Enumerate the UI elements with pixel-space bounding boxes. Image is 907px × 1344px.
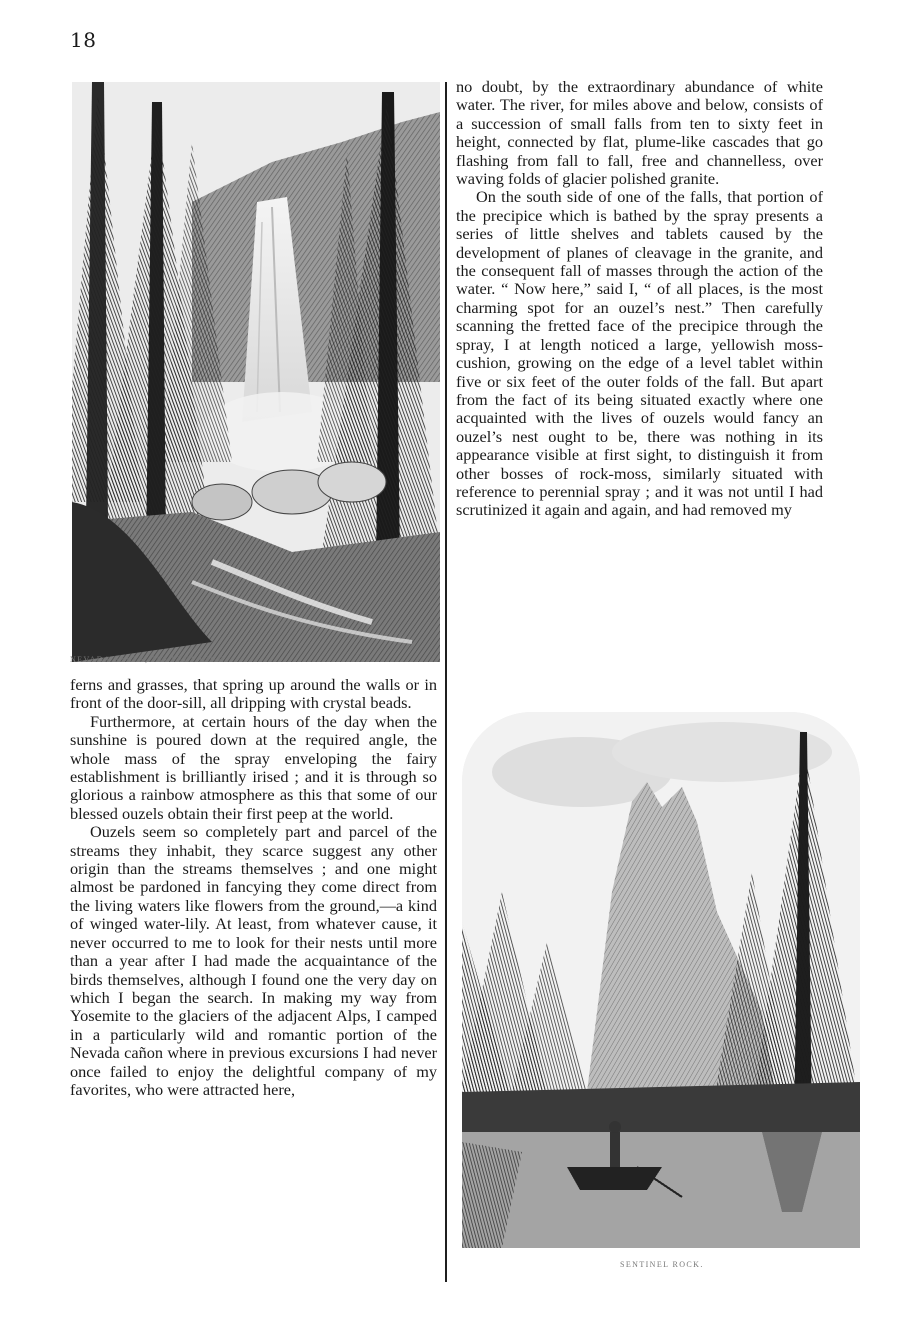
paragraph: On the south side of one of the falls, that portion of the precipice which is bathed by the spray presents a series of little shelves and tablets caused by the development of planes of cleavage in the granite, and the consequent fall of masses through the action of the water. “ Now here,” said I, “ of all places, is the most charming spot for an ouzel’s nest.” Then carefully scanning the fretted face of the precipice through the spray, I at length noticed a large, yellowish moss-cushion, growing on the edge of a level tablet within five or six feet of the outer folds of the fall. But apart from the fact of its being situated exactly where one acquainted with the lives of ouzels would fancy an ouzel’s nest ought to be, there was nothing in its appearance visible at first sight, to distinguish it from other bosses of rock-moss, similarly situated with reference to perennial spray ; and it was not until I had scrutinized it again and again, and had removed my	[456, 187, 823, 520]
sentinel-rock-illustration	[462, 712, 860, 1248]
paragraph: Furthermore, at certain hours of the day when the sunshine is poured down at the required angle, the whole mass of the spray enveloping the fairy establishment is brilliantly irised ; and it is through so glorious a rainbow atmosphere as this that some of our blessed ouzels obtain their first peep at the world.	[70, 711, 437, 823]
right-column-text	[456, 78, 823, 520]
paragraph: Ouzels seem so completely part and parcel of the streams they inhabit, they scarce suggest any other origin than the streams themselves ; and one might almost be pardoned in fancying they come direct from the living waters like flowers from the ground,—a kind of winged water-lily. At least, from whatever cause, it never occurred to me to look for their nests until more than a year after I had made the acquaintance of the birds themselves, although I found one the very day on which I began the search. In making my way from Yosemite to the glaciers of the adjacent Alps, I camped in a particularly wild and romantic portion of the Nevada cañon where in previous excursions I had never once failed to enjoy the delightful company of my favorites, who were attracted here,	[70, 822, 437, 1099]
nevada-falls-illustration	[72, 82, 440, 662]
column-divider	[445, 82, 447, 1282]
left-column-text	[70, 676, 437, 1099]
paragraph: ferns and grasses, that spring up around the walls or in front of the door-sill, all dripping with crystal beads.	[70, 675, 437, 713]
sentinel-rock-caption: SENTINEL ROCK.	[620, 1260, 704, 1269]
paragraph: no doubt, by the extraordinary abundance of white water. The river, for miles above and below, consists of a succession of small falls from ten to sixty feet in height, connected by flat, plume-like cascades that go flashing from fall to fall, free and channelless, over waving folds of glacier polished granite.	[456, 77, 823, 189]
nevada-falls-caption: NEVADA FALLS, 700 FEET HIGH.	[70, 655, 229, 664]
page-number: 18	[70, 28, 97, 52]
